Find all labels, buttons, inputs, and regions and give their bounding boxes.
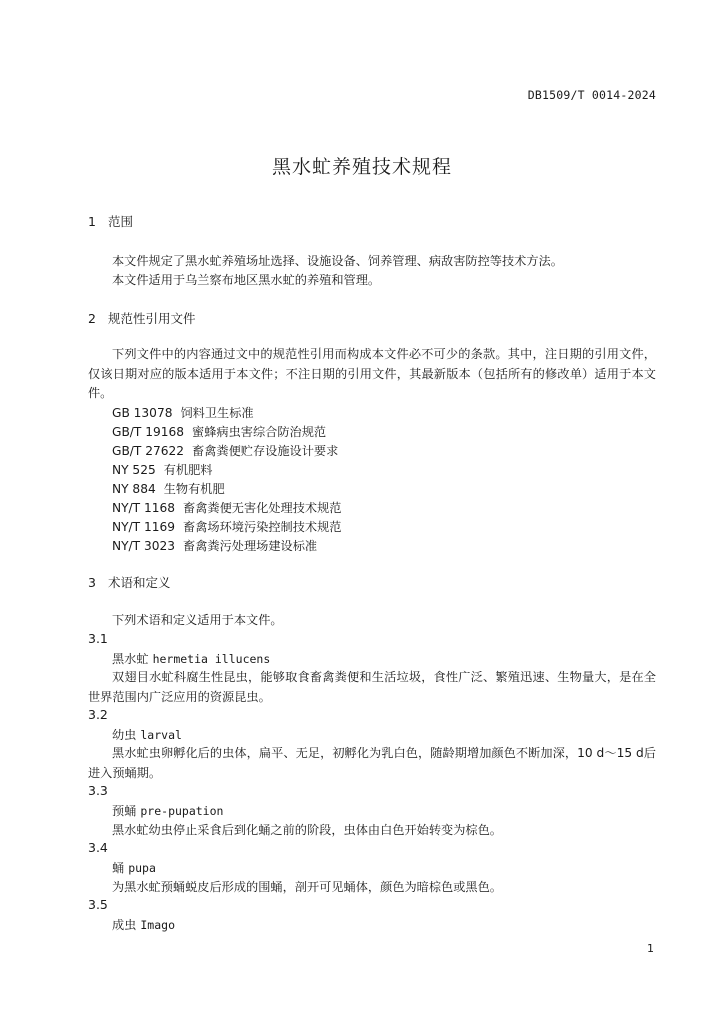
section-number: 2 [88,311,96,326]
term-number: 3.5 [88,897,108,912]
reference-code: GB/T 27622 [112,444,185,458]
section-2-heading [88,309,196,327]
term-en: larval [140,728,182,742]
reference-code: NY 884 [112,482,156,496]
term-en: pupa [128,861,156,875]
term-number: 3.3 [88,783,108,798]
reference-name: 畜禽场环境污染控制技术规范 [183,520,342,534]
reference-item [112,518,341,535]
term-definition: 双翅目水虻科腐生性昆虫，能够取食畜禽粪便和生活垃圾，食性广泛、繁殖迅速、生物量大，是在全世界范围内广泛应用的资源昆虫。 [88,670,656,704]
reference-code: NY/T 1168 [112,501,176,515]
term-definition: 黑水虻虫卵孵化后的虫体，扁平、无足，初孵化为乳白色，随龄期增加颜色不断加深，10 d～15 d后进入预蛹期。 [88,746,656,780]
term-zh: 黑水虻 [112,652,149,666]
reference-name: 饲料卫生标准 [180,406,254,420]
section-title: 范围 [108,214,134,229]
reference-code: NY/T 1169 [112,520,176,534]
reference-name: 畜禽粪便无害化处理技术规范 [183,501,342,515]
term-title [112,916,175,933]
reference-item [112,442,338,459]
reference-item [112,404,254,421]
scope-paragraph-2: 本文件适用于乌兰察布地区黑水虻的养殖和管理。 [112,273,381,287]
normative-references-intro: 下列文件中的内容通过文中的规范性引用而构成本文件必不可少的条款。其中，注日期的引用文件，仅该日期对应的版本适用于本文件；不注日期的引用文件，其最新版本（包括所有的修改单）适用于本文件。 [88,347,656,400]
reference-code: GB/T 19168 [112,425,185,439]
term-number: 3.4 [88,840,108,855]
term-number: 3.1 [88,631,108,646]
term-title [112,726,182,743]
term-en: pre-pupation [140,804,224,818]
reference-item [112,461,212,478]
reference-item [112,499,341,516]
section-3-heading [88,573,171,591]
term-definition: 黑水虻幼虫停止采食后到化蛹之前的阶段，虫体由白色开始转变为棕色。 [112,823,502,837]
term-zh: 预蛹 [112,804,137,818]
reference-name: 畜禽粪污处理场建设标准 [183,539,318,553]
term-en: hermetia illucens [152,652,271,666]
reference-item [112,480,225,497]
reference-item [112,537,317,554]
terms-intro: 下列术语和定义适用于本文件。 [112,613,283,627]
reference-name: 畜禽粪便贮存设施设计要求 [192,444,339,458]
reference-item [112,423,326,440]
section-number: 1 [88,214,96,229]
page-title: 黑水虻养殖技术规程 [271,156,452,178]
document-code: DB1509/T 0014-2024 [527,88,656,102]
page-number: 1 [647,942,654,955]
term-zh: 幼虫 [112,728,137,742]
scope-paragraph-1: 本文件规定了黑水虻养殖场址选择、设施设备、饲养管理、病敌害防控等技术方法。 [112,254,563,268]
reference-code: NY 525 [112,463,156,477]
term-en: Imago [140,918,175,932]
term-title [112,859,156,876]
reference-name: 蜜蜂病虫害综合防治规范 [192,425,327,439]
term-zh: 成虫 [112,918,137,932]
term-title [112,802,223,819]
reference-name: 有机肥料 [163,463,213,477]
reference-code: GB 13078 [112,406,173,420]
term-zh: 蛹 [112,861,125,875]
reference-name: 生物有机肥 [163,482,225,496]
section-number: 3 [88,575,96,590]
term-title [112,650,270,667]
term-number: 3.2 [88,707,108,722]
section-title: 规范性引用文件 [108,311,196,326]
reference-code: NY/T 3023 [112,539,176,553]
section-1-heading [88,212,133,230]
section-title: 术语和定义 [108,575,171,590]
term-definition: 为黑水虻预蛹蜕皮后形成的围蛹，剖开可见蛹体，颜色为暗棕色或黑色。 [112,880,502,894]
